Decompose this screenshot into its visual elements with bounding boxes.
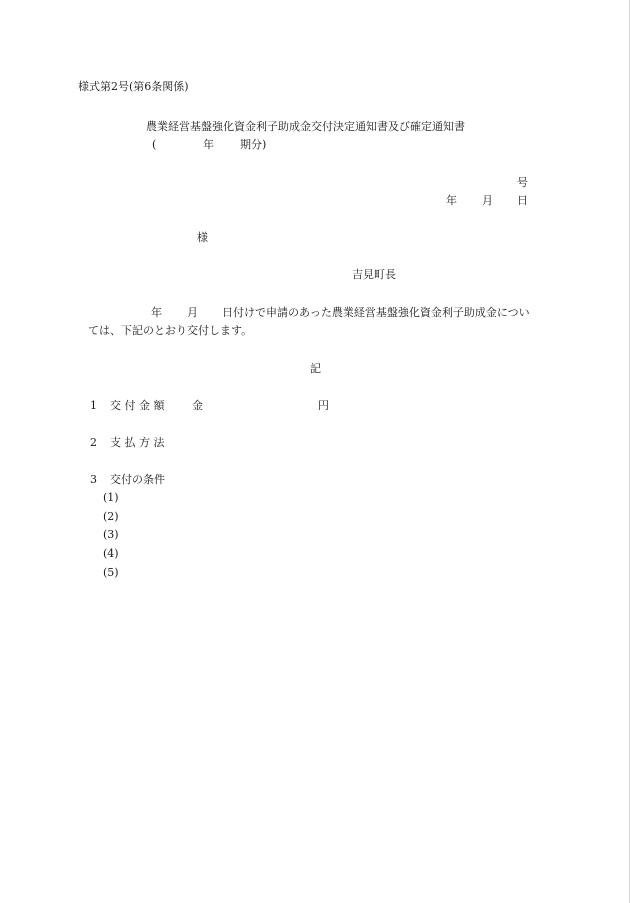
addressee-suffix: 様 [197,231,208,244]
item-3-number: 3 [90,473,97,486]
ki-heading: 記 [310,362,321,375]
body-month-label: 月 [187,306,198,319]
issuer-name: 吉見町長 [352,268,396,281]
form-number-label: 様式第2号(第6条関係) [78,80,189,93]
period-open-paren: ( [152,138,157,151]
date-month-label: 月 [482,194,493,207]
item-1-label: 交 付 金 額 [110,399,165,412]
item-1-kin: 金 [192,399,203,412]
date-year-label: 年 [446,194,457,207]
document-title: 農業経営基盤強化資金利子助成金交付決定通知書及び確定通知書 [146,120,465,133]
item-2-label: 支 払 方 法 [110,436,165,449]
period-year-label: 年 [203,138,214,151]
condition-item: (3) [103,528,119,541]
body-year-label: 年 [151,306,162,319]
date-day-label: 日 [517,194,528,207]
item-1-number: 1 [90,399,97,412]
item-2-number: 2 [90,436,97,449]
body-text-line-2: ては、下記のとおり交付します。 [88,324,253,337]
condition-item: (1) [103,491,119,504]
period-term-label: 期分) [240,138,267,151]
body-text-line-1: 日付けで申請のあった農業経営基盤強化資金利子助成金につい [222,306,530,319]
item-1-en: 円 [318,399,329,412]
document-number-label: 号 [517,176,528,189]
condition-item: (5) [103,566,119,579]
item-3-label: 交付の条件 [110,473,165,486]
condition-item: (2) [103,510,119,523]
condition-item: (4) [103,547,119,560]
